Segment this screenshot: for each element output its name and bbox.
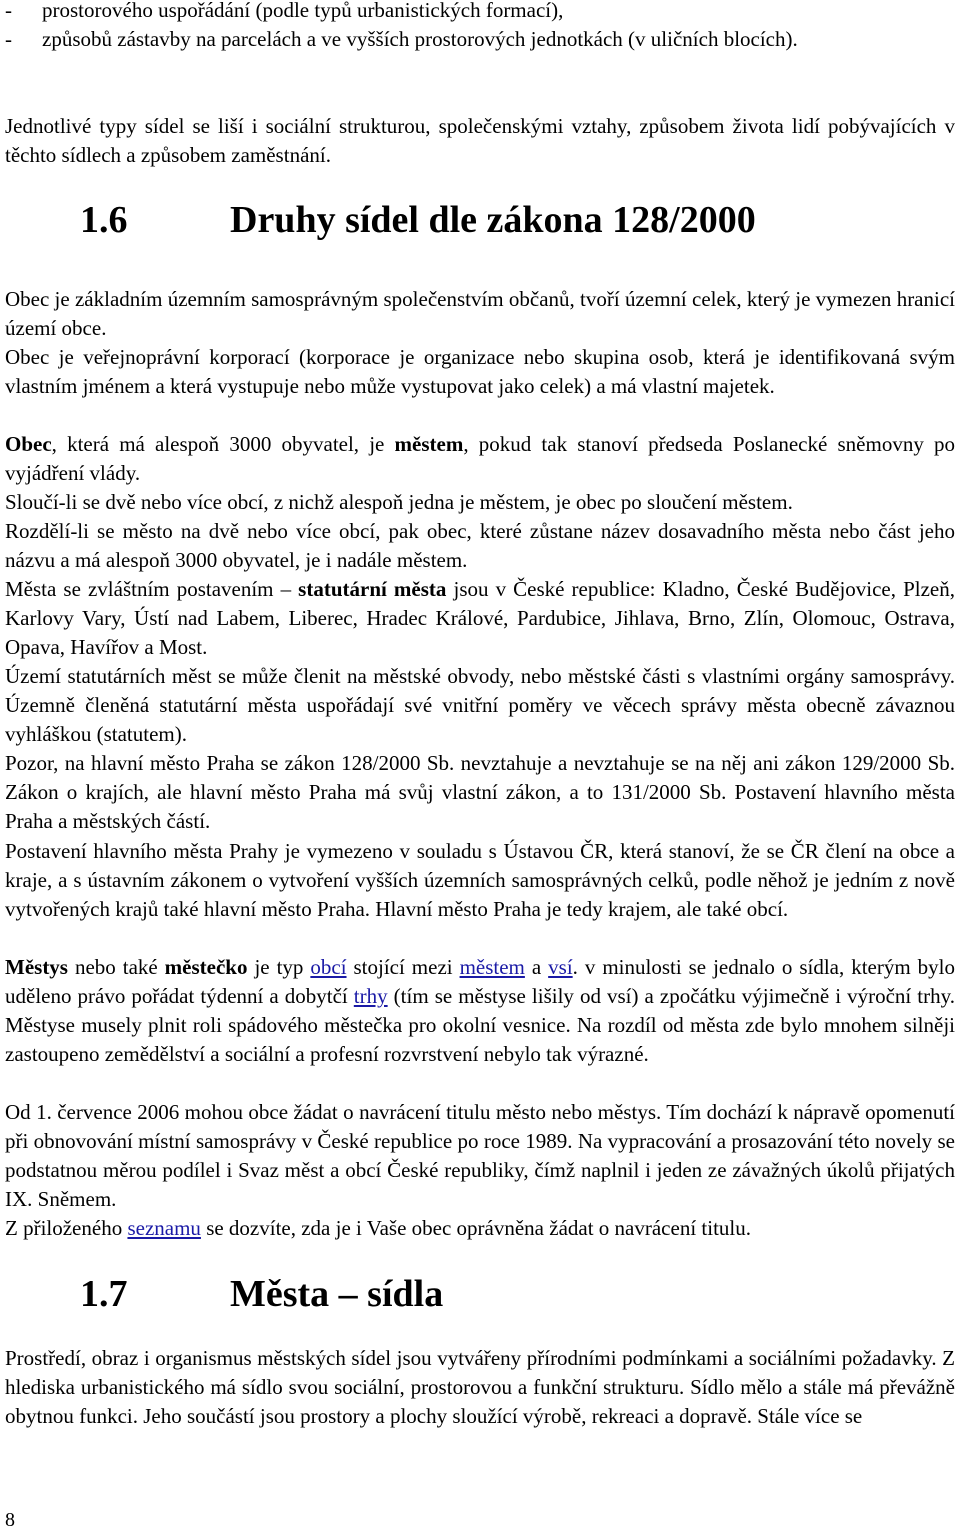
paragraph-obec-definition: Obec je základním územním samosprávným společenstvím občanů, tvoří územní celek, který je vymezen hranicí území obce. xyxy=(5,287,955,340)
text-span: a xyxy=(524,955,549,979)
text-span: Města se zvláštním postavením – xyxy=(5,577,299,601)
text-span: nebo také xyxy=(67,955,165,979)
text-span: , která má alespoň 3000 obyvatel, je xyxy=(51,432,395,456)
link-trhy[interactable]: trhy xyxy=(353,984,388,1008)
link-mestem[interactable]: městem xyxy=(459,955,525,979)
paragraph-statutarni-mesta xyxy=(5,575,955,662)
dash-bullet: - xyxy=(5,27,12,51)
paragraph-rozdeleni: Rozdělí-li se město na dvě nebo více obcí, pak obec, které zůstane název dosavadního města nebo část jeho názvu a má alespoň 3000 obyvatel, je i nadále městem. xyxy=(5,519,955,572)
dash-bullet: - xyxy=(5,0,12,22)
link-obci[interactable]: obcí xyxy=(310,955,347,979)
text-span: Z přiloženého xyxy=(5,1216,128,1240)
bold-term: městečko xyxy=(164,955,248,979)
text-span: stojící mezi xyxy=(346,955,460,979)
bold-term: městem xyxy=(394,432,464,456)
paragraph-mestske-obvody: Území statutárních měst se může členit na městské obvody, nebo městské části s vlastními orgány samosprávy. Územně členěná statutární města uspořádají své vnitřní poměry ve věcech správy města obecně závaznou vyhláškou (statutem). xyxy=(5,664,955,746)
paragraph-seznam xyxy=(5,1214,955,1243)
list-item-text: způsobů zástavby na parcelách a ve vyšších prostorových jednotkách (v uličních blocích). xyxy=(42,27,798,51)
section-title: Druhy sídel dle zákona 128/2000 xyxy=(230,199,756,241)
text-span: . v minulosti se jednalo o sídla, kterým bylo uděleno právo pořádat týdenní a dobytčí xyxy=(5,955,955,1008)
paragraph-mestys xyxy=(5,953,955,1069)
list-item xyxy=(5,25,955,54)
paragraph-praha-pozor: Pozor, na hlavní město Praha se zákon 128/2000 Sb. nevztahuje a nevztahuje se na něj ani zákon 129/2000 Sb. Zákon o krajích, ale hlavní město Praha má svůj vlastní zákon, a to 131/2000 Sb. Postavení hlavního města Praha a městských částí. xyxy=(5,751,955,833)
bold-term: Obec xyxy=(5,432,52,456)
text-span: je typ xyxy=(247,955,311,979)
text-span: jsou v České republice: Kladno, České Budějovice, Plzeň, Karlovy Vary, Ústí nad Labem, Liberec, Hradec Králové, Pardubice, Jihlava, Brno, Zlín, Olomouc, Ostrava, Opava, Havířov a Most. xyxy=(5,577,955,659)
section-heading-1-6 xyxy=(80,198,756,242)
section-number: 1.7 xyxy=(80,1273,128,1315)
bold-term: statutární města xyxy=(298,577,447,601)
paragraph-slouceni: Sloučí-li se dvě nebo více obcí, z nichž alespoň jedna je městem, je obec po sloučení městem. xyxy=(5,490,793,514)
bold-term: Městys xyxy=(5,955,68,979)
intro-paragraph: Jednotlivé typy sídel se liší i sociální strukturou, společenskými vztahy, způsobem života lidí pobývajících v těchto sídlech a způsobem zaměstnání. xyxy=(5,114,955,167)
section-heading-1-7 xyxy=(80,1272,443,1316)
list-item xyxy=(5,0,955,25)
paragraph-navraceni-titulu: Od 1. července 2006 mohou obce žádat o navrácení titulu město nebo městys. Tím dochází k nápravě opomenutí při obnovování místní samosprávy v České republice po roce 1989. Na vypracování a prosazování této novely se podstatnou měrou podílel i Svaz měst a obcí České republiky, čímž naplnil i jeden ze závažných úkolů přijatých IX. Sněmem. xyxy=(5,1100,955,1211)
list-item-text: prostorového uspořádání (podle typů urbanistických formací), xyxy=(42,0,564,22)
text-span: se dozvíte, zda je i Vaše obec oprávněna žádat o navrácení titulu. xyxy=(200,1216,751,1240)
paragraph-praha-postaveni: Postavení hlavního města Prahy je vymezeno v souladu s Ústavou ČR, která stanoví, že se ČR člení na obce a kraje, a s ústavním zákonem o vytvoření vyšších územních samosprávných celků, podle něhož je jedním z nově vytvořených krajů také hlavní město Praha. Hlavní město Praha je tedy krajem, ale také obcí. xyxy=(5,839,955,921)
text-span: (tím se městyse lišily od vsí) a zpočátku výjimečně i výroční trhy. Městyse musely plnit roli spádového městečka pro okolní vesnice. Na rozdíl od města zde bylo mnohem silněji zastoupeno zemědělství a sociální a profesní rozvrstvení nebylo tak výrazné. xyxy=(5,984,956,1066)
paragraph-obec-korporace: Obec je veřejnoprávní korporací (korporace je organizace nebo skupina osob, která je identifikovaná svým vlastním jménem a která vystupuje nebo může vystupovat jako celek) a má vlastní majetek. xyxy=(5,345,955,398)
link-vsi[interactable]: vsí xyxy=(548,955,573,979)
section-title: Města – sídla xyxy=(230,1273,444,1315)
paragraph-mesto xyxy=(5,430,955,488)
bullet-list xyxy=(5,0,955,54)
paragraph-mesta-sidla: Prostředí, obraz i organismus městských sídel jsou vytvářeny přírodními podmínkami a sociálními požadavky. Z hlediska urbanistického má sídlo svou sociální, prostorovou a funkční strukturu. Sídlo mělo a stále má převážně obytnou funkci. Jeho součástí jsou prostory a plochy sloužící výrobě, rekreaci a dopravě. Stále více se xyxy=(5,1346,955,1428)
page-number: 8 xyxy=(5,1509,15,1531)
link-seznamu[interactable]: seznamu xyxy=(127,1216,201,1240)
section-number: 1.6 xyxy=(80,199,128,241)
text-span: , pokud tak stanoví předseda Poslanecké sněmovny po vyjádření vlády. xyxy=(5,432,955,485)
